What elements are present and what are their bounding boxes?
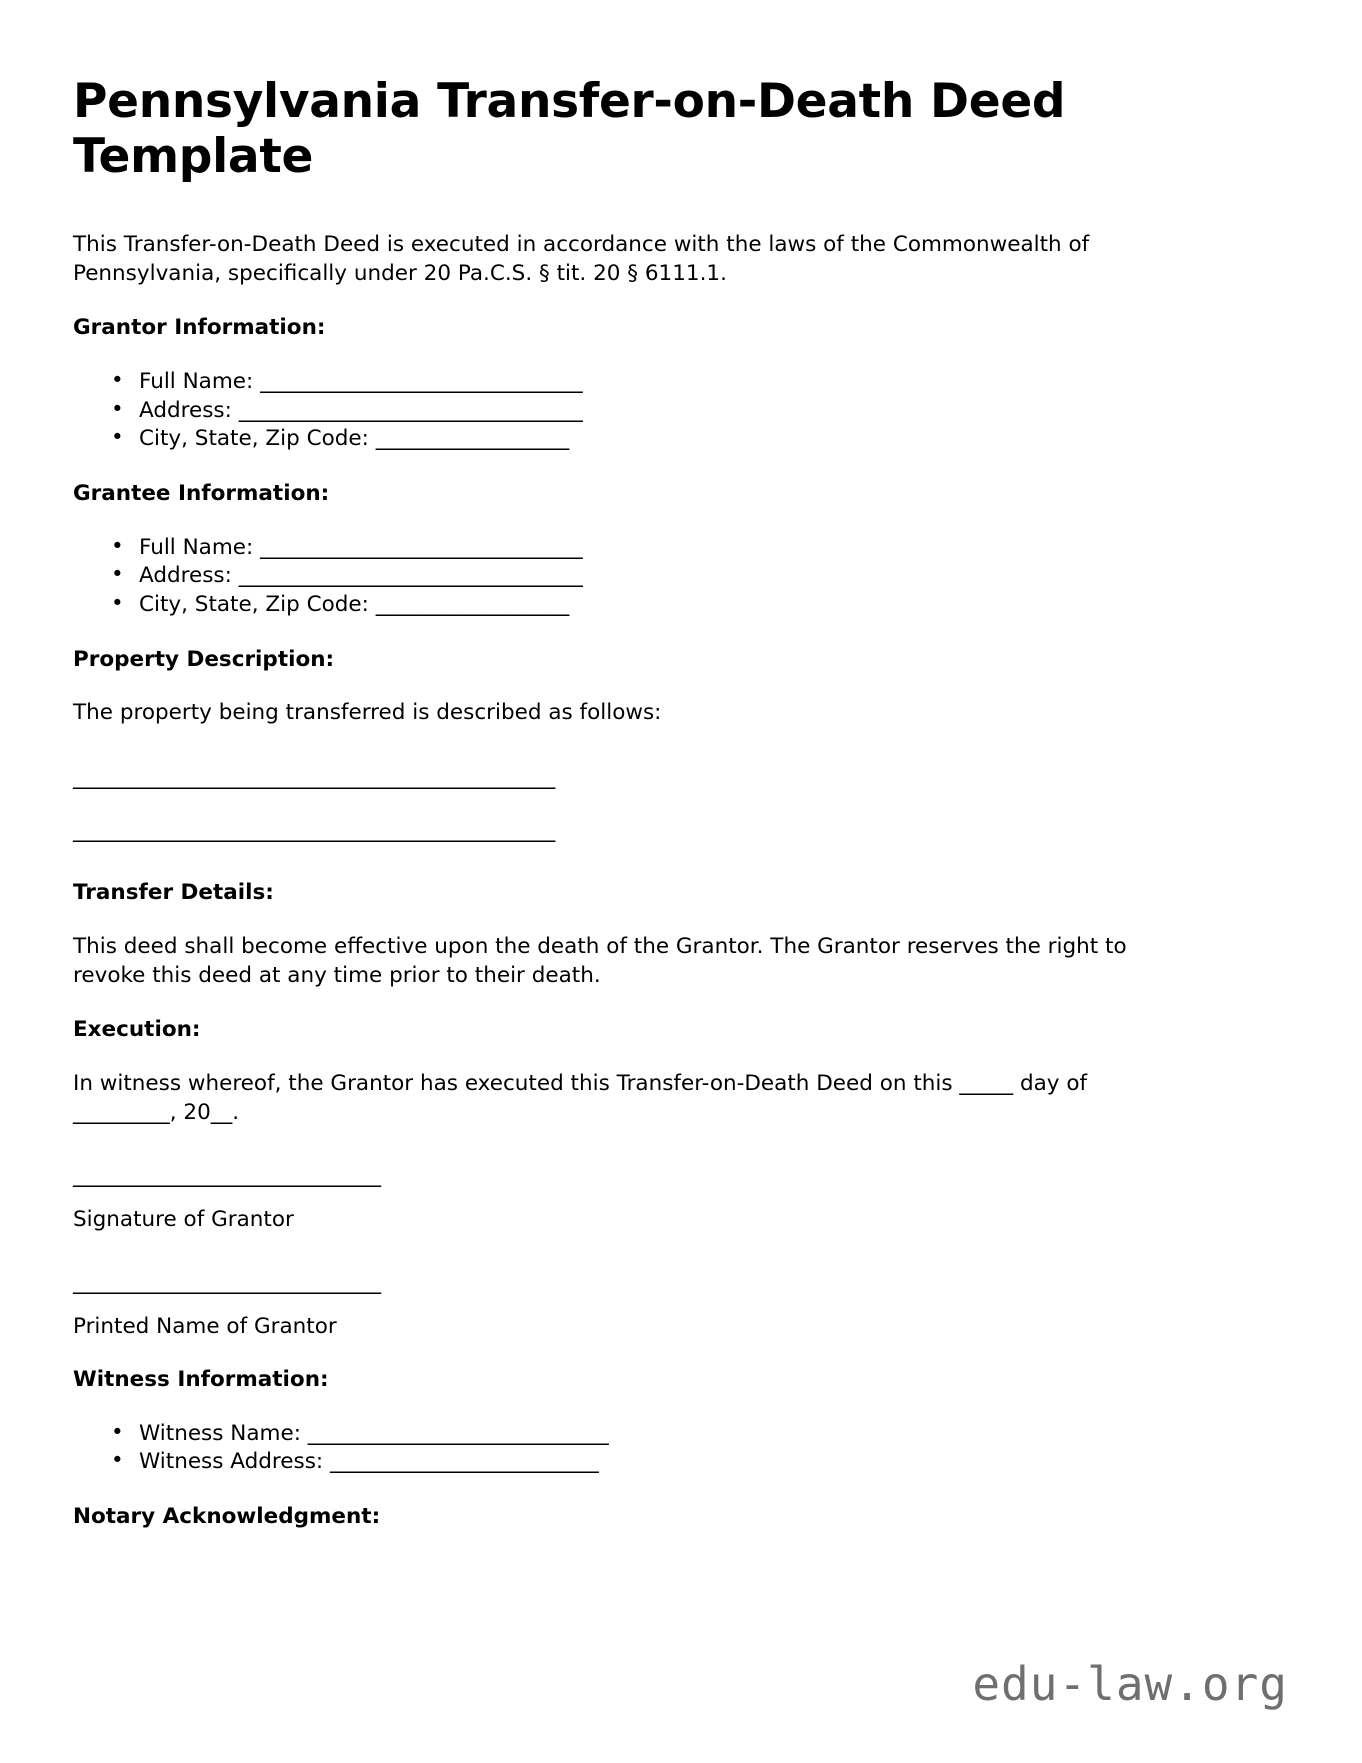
execution-paragraph: In witness whereof, the Grantor has executed this Transfer-on-Death Deed on this _____ day of _________, 20__.: [73, 1071, 1088, 1125]
list-item: • Address: ________________________________: [111, 397, 1244, 426]
list-item: • Full Name: ______________________________: [111, 368, 1244, 397]
signature-of-grantor-rule: ______________________________: [73, 1162, 381, 1188]
printed-name-of-grantor-rule: ______________________________: [73, 1269, 381, 1295]
witness-information-heading: Witness Information:: [73, 1366, 329, 1392]
section-spacer: [73, 1352, 1244, 1366]
witness-field-list: [73, 1420, 1244, 1477]
grantor-field-list: [73, 368, 1244, 454]
list-item: • City, State, Zip Code: __________________: [111, 425, 1244, 454]
grantee-field-list: [73, 534, 1244, 620]
grantor-information-heading: Grantor Information:: [73, 315, 326, 341]
page-title: Pennsylvania Transfer-on-Death Deed Template: [73, 74, 1066, 185]
list-item: • Witness Name: ____________________________: [111, 1420, 1244, 1449]
grantee-information-heading: Grantee Information:: [73, 480, 330, 506]
list-item: • City, State, Zip Code: __________________: [111, 591, 1244, 620]
transfer-details-paragraph: This deed shall become effective upon the death of the Grantor. The Grantor reserves the right to revoke this deed at any time prior to their death.: [73, 934, 1127, 988]
transfer-details-heading: Transfer Details:: [73, 880, 274, 906]
notary-acknowledgment-heading: Notary Acknowledgment:: [73, 1504, 381, 1529]
property-description-intro: The property being transferred is described as follows:: [73, 700, 662, 726]
property-description-heading: Property Description:: [73, 646, 335, 672]
intro-paragraph: This Transfer-on-Death Deed is executed in accordance with the laws of the Commonwealth of Pennsylvania, specifically under 20 Pa.C.S. § tit. 20 § 6111.1.: [73, 231, 1090, 286]
list-item: • Witness Address: _________________________: [111, 1448, 1244, 1477]
execution-heading: Execution:: [73, 1017, 201, 1043]
list-item: • Address: ________________________________: [111, 562, 1244, 591]
property-blank-line-1: _______________________________________________: [73, 765, 555, 791]
watermark: edu-law.org: [972, 1657, 1288, 1711]
signature-of-grantor-label: Signature of Grantor: [73, 1207, 294, 1233]
list-item: • Full Name: ______________________________: [111, 534, 1244, 563]
property-blank-line-2: _______________________________________________: [73, 817, 555, 843]
printed-name-of-grantor-label: Printed Name of Grantor: [73, 1314, 337, 1340]
